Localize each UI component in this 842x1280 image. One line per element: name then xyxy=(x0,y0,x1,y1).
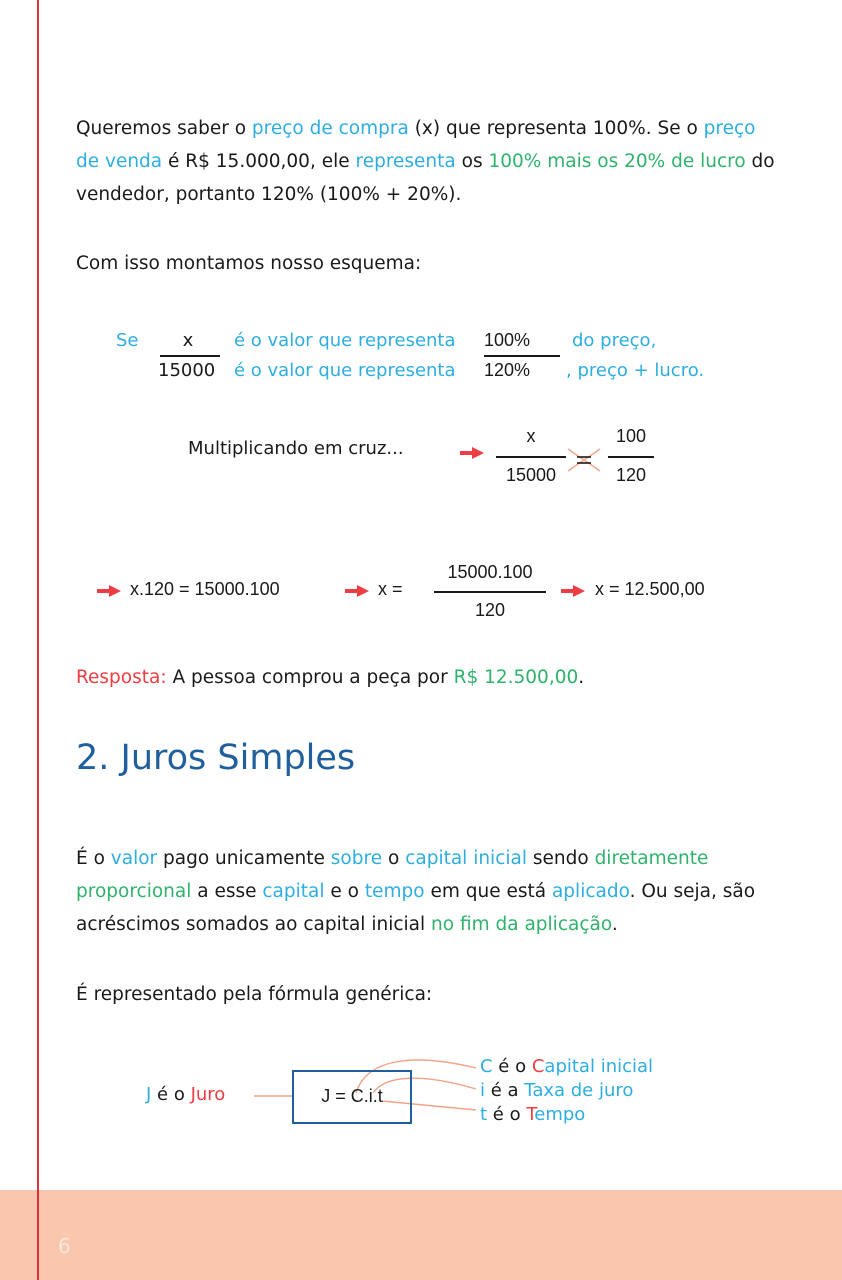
text: Queremos saber o xyxy=(76,118,252,139)
answer-label: Resposta: xyxy=(76,667,167,688)
tempo-label xyxy=(480,1104,585,1125)
text: C xyxy=(480,1056,493,1077)
text: do vendedor, portanto 120% (100% + 20%). xyxy=(76,151,775,205)
text: Taxa de juro xyxy=(524,1080,634,1101)
answer-value: R$ 12.500,00 xyxy=(453,667,579,688)
cross-label: Multiplicando em cruz... xyxy=(188,438,404,459)
taxa-label xyxy=(480,1080,633,1101)
highlight: diretamente proporcional xyxy=(76,848,709,902)
highlight: 100% mais os 20% de lucro xyxy=(488,151,746,172)
text: sendo xyxy=(526,848,595,869)
highlight: capital xyxy=(262,881,325,902)
paragraph-scheme-intro: Com isso montamos nosso esquema: xyxy=(76,253,422,274)
highlight: valor xyxy=(110,848,158,869)
text: apital inicial xyxy=(544,1056,654,1077)
text: é a xyxy=(485,1080,525,1101)
highlight: no fim da aplicação xyxy=(431,914,612,935)
text: é R$ 15.000,00, ele xyxy=(162,151,356,172)
text: A pessoa comprou a peça por xyxy=(166,667,454,688)
page-number: 6 xyxy=(58,1234,71,1258)
text: os xyxy=(455,151,489,172)
scheme-desc-2: é o valor que representa xyxy=(234,360,456,381)
text: o xyxy=(382,848,406,869)
section-heading: 2. Juros Simples xyxy=(76,738,356,778)
text: pago unicamente xyxy=(157,848,331,869)
highlight: tempo xyxy=(364,881,425,902)
text: em que está xyxy=(424,881,552,902)
text: É o xyxy=(76,848,111,869)
scheme-15000: 15000 xyxy=(158,360,216,381)
highlight: preço de compra xyxy=(251,118,409,139)
cross-100: 100 xyxy=(615,426,647,446)
highlight: capital inicial xyxy=(405,848,527,869)
formula-box xyxy=(292,1070,412,1124)
text: é o xyxy=(492,1056,532,1077)
highlight: representa xyxy=(355,151,456,172)
text: (x) que representa 100%. Se o xyxy=(408,118,704,139)
text: é o xyxy=(487,1104,527,1125)
scheme-tail-1: do preço, xyxy=(572,330,657,351)
footer-band xyxy=(0,1190,842,1280)
text: empo xyxy=(534,1104,586,1125)
equation-2-denominator: 120 xyxy=(474,600,506,620)
equation-3: x = 12.500,00 xyxy=(595,579,705,599)
scheme-x: x xyxy=(182,330,194,351)
equation-1: x.120 = 15000.100 xyxy=(130,579,280,599)
text: Juro xyxy=(190,1084,226,1105)
juro-label xyxy=(146,1084,225,1105)
capital-label xyxy=(480,1056,653,1077)
text: C xyxy=(531,1056,545,1077)
equation-2-numerator: 15000.100 xyxy=(447,562,533,582)
text: t xyxy=(480,1104,488,1125)
text: J xyxy=(146,1084,152,1105)
text: T xyxy=(526,1104,535,1125)
highlight: preço de venda xyxy=(76,118,756,172)
text: a esse xyxy=(191,881,263,902)
highlight: sobre xyxy=(330,848,383,869)
margin-line xyxy=(37,1190,39,1280)
text: é o xyxy=(151,1084,191,1105)
cross-120: 120 xyxy=(615,465,647,485)
scheme-120-percent: 120% xyxy=(484,360,531,380)
formula-text: J = C.i.t xyxy=(321,1086,383,1106)
cross-x: x xyxy=(526,426,536,446)
scheme-desc-1: é o valor que representa xyxy=(234,330,456,351)
scheme-se: Se xyxy=(116,330,139,351)
scheme-tail-2: , preço + lucro. xyxy=(566,360,705,381)
text: . Ou seja, são acréscimos somados ao capital inicial xyxy=(76,881,756,935)
cross-15000: 15000 xyxy=(505,465,557,485)
paragraph-formula-intro: É representado pela fórmula genérica: xyxy=(76,984,433,1005)
text: . xyxy=(578,667,585,688)
text: i xyxy=(480,1080,486,1101)
text: . xyxy=(611,914,618,935)
equation-2-lhs: x = xyxy=(378,579,403,599)
text: e o xyxy=(324,881,365,902)
highlight: aplicado xyxy=(551,881,630,902)
scheme-100-percent: 100% xyxy=(484,330,531,350)
